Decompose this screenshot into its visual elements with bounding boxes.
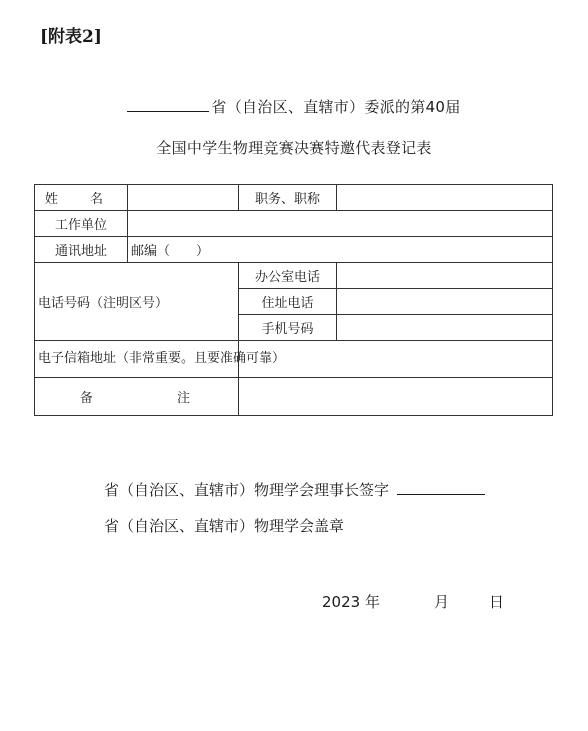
annex-label: [附表2] [40,27,102,47]
home-phone-label: 住址电话 [239,289,337,315]
home-phone-field[interactable] [337,289,553,315]
address-label: 通讯地址 [35,237,128,263]
registration-table [34,184,553,416]
table-row [35,237,553,263]
form-title: 全国中学生物理竞赛决赛特邀代表登记表 [156,139,432,157]
position-label: 职务、职称 [239,185,337,211]
name-field[interactable] [128,185,239,211]
name-label: 姓 名 [35,185,128,211]
address-field[interactable] [128,237,553,263]
table-row [35,185,553,211]
position-field[interactable] [337,185,553,211]
phone-label: 电话号码（注明区号） [35,263,239,341]
table-row [35,378,553,416]
date-year: 2023 年 [322,593,380,611]
chair-signature-label: 省（自治区、直辖市）物理学会理事长签字 [104,481,390,499]
email-field[interactable] [239,341,553,378]
mobile-field[interactable] [337,315,553,341]
workplace-field[interactable] [128,211,553,237]
email-label: 电子信箱地址（非常重要。且要准确可靠） [35,341,239,378]
workplace-label: 工作单位 [35,211,128,237]
table-row [35,263,553,289]
chair-signature-blank[interactable] [397,480,485,495]
date-line [322,591,504,612]
table-row [35,211,553,237]
chair-signature-line [104,479,485,500]
seal-label: 省（自治区、直辖市）物理学会盖章 [104,517,345,535]
remarks-field[interactable] [239,378,553,416]
office-phone-label: 办公室电话 [239,263,337,289]
mobile-label: 手机号码 [239,315,337,341]
date-month: 月 [433,593,449,611]
postcode-label: 邮编（ ） [131,244,210,259]
remarks-label: 备 注 [35,378,239,416]
date-day: 日 [488,593,504,611]
office-phone-field[interactable] [337,263,553,289]
table-row [35,341,553,378]
title-line-1 [0,96,588,117]
title-line-1-text: 省（自治区、直辖市）委派的第40届 [211,98,461,116]
province-blank[interactable] [127,97,209,112]
